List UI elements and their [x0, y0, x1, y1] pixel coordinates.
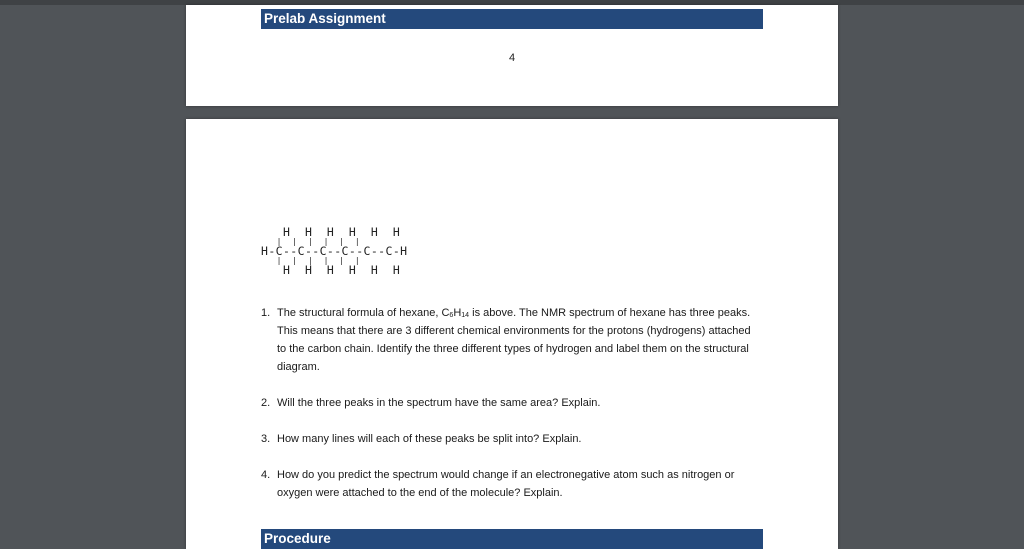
- structure-carbon-chain: H-C--C--C--C--C--C-H: [261, 244, 408, 258]
- structure-bottom-bonds: | | | | | |: [261, 256, 361, 265]
- question-text: How do you predict the spectrum would change if an electronegative atom such as nitrogen or oxygen were attached to the end of the molecule? Explain.: [277, 469, 735, 499]
- page-number: 4: [508, 52, 516, 64]
- formula-subscript: 6: [449, 312, 454, 319]
- question-4: [261, 466, 761, 502]
- question-text: How many lines will each of these peaks be split into? Explain.: [277, 433, 582, 445]
- structure-top-bonds: | | | | | |: [261, 237, 361, 246]
- question-3: [261, 430, 761, 448]
- section-header-prelab: Prelab Assignment: [261, 9, 763, 29]
- question-number: 4.: [261, 469, 271, 481]
- question-text: Will the three peaks in the spectrum have the same area? Explain.: [277, 397, 601, 409]
- document-page-current[interactable]: [186, 119, 838, 549]
- question-number: 2.: [261, 397, 271, 409]
- question-text-part: is above. The NMR spectrum of hexane has three peaks. This means that there are 3 different chemical environments for the protons (hydrogens) attached to the carbon chain. Identify the three different types of hydrogen and label them on the structural diagram.: [277, 307, 751, 373]
- formula-subscript: 14: [461, 312, 470, 319]
- document-page-previous[interactable]: [186, 5, 838, 106]
- question-text-part: The structural formula of hexane, C: [277, 307, 450, 319]
- question-number: 1.: [261, 307, 271, 319]
- question-list: [261, 304, 761, 520]
- hexane-structural-formula: [261, 226, 407, 277]
- question-1: [261, 304, 761, 376]
- section-header-procedure: Procedure: [261, 529, 763, 549]
- question-number: 3.: [261, 433, 271, 445]
- formula-element: H: [453, 307, 462, 319]
- structure-bottom-hydrogens: H H H H H H: [261, 263, 401, 277]
- structure-top-hydrogens: H H H H H H: [261, 225, 401, 239]
- question-2: [261, 394, 761, 412]
